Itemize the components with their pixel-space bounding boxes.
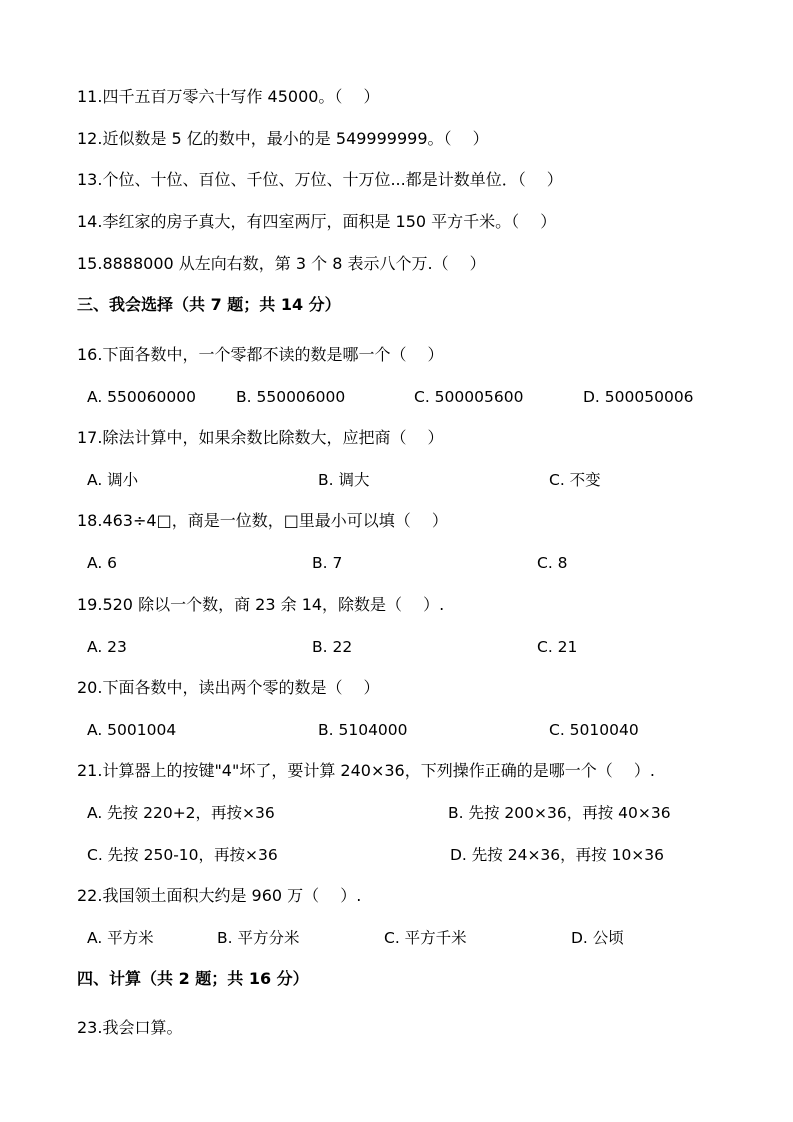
q19-option-b: B. 22 — [312, 638, 353, 656]
q18-option-a: A. 6 — [87, 554, 118, 572]
question-18: 18.463÷4□，商是一位数，□里最小可以填（ ） — [77, 511, 448, 530]
q16-option-b: B. 550006000 — [236, 388, 346, 406]
question-23: 23.我会口算。 — [77, 1018, 183, 1037]
q22-option-d: D. 公顷 — [571, 929, 624, 947]
q21-option-c: C. 先按 250-10，再按×36 — [87, 846, 278, 864]
q22-option-a: A. 平方米 — [87, 929, 154, 947]
q19-option-a: A. 23 — [87, 638, 127, 656]
q21-option-b: B. 先按 200×36，再按 40×36 — [448, 804, 671, 822]
q22-option-b: B. 平方分米 — [217, 929, 300, 947]
question-15: 15.8888000 从左向右数，第 3 个 8 表示八个万.（ ） — [77, 254, 486, 273]
q17-option-b: B. 调大 — [318, 471, 370, 489]
question-11: 11.四千五百万零六十写作 45000。（ ） — [77, 87, 380, 106]
q17-option-a: A. 调小 — [87, 471, 139, 489]
question-14: 14.李红家的房子真大，有四室两厅，面积是 150 平方千米。（ ） — [77, 212, 557, 231]
q21-option-d: D. 先按 24×36，再按 10×36 — [450, 846, 665, 864]
q16-option-d: D. 500050006 — [583, 388, 694, 406]
question-17: 17.除法计算中，如果余数比除数大，应把商（ ） — [77, 428, 444, 447]
question-21: 21.计算器上的按键"4"坏了，要计算 240×36，下列操作正确的是哪一个（ ）. — [77, 761, 655, 780]
question-13: 13.个位、十位、百位、千位、万位、十万位...都是计数单位．（ ） — [77, 170, 563, 189]
q16-option-c: C. 500005600 — [414, 388, 524, 406]
q20-option-c: C. 5010040 — [549, 721, 639, 739]
q18-option-c: C. 8 — [537, 554, 568, 572]
question-16: 16.下面各数中，一个零都不读的数是哪一个（ ） — [77, 345, 444, 364]
question-22: 22.我国领土面积大约是 960 万（ ）. — [77, 886, 362, 905]
q21-option-a: A. 先按 220+2，再按×36 — [87, 804, 275, 822]
q16-option-a: A. 550060000 — [87, 388, 196, 406]
q22-option-c: C. 平方千米 — [384, 929, 467, 947]
question-12: 12.近似数是 5 亿的数中，最小的是 549999999。（ ） — [77, 129, 489, 148]
question-19: 19.520 除以一个数，商 23 余 14，除数是（ ）. — [77, 595, 445, 614]
q18-option-b: B. 7 — [312, 554, 343, 572]
q19-option-c: C. 21 — [537, 638, 578, 656]
q20-option-b: B. 5104000 — [318, 721, 408, 739]
section-3-heading: 三、我会选择（共 7 题；共 14 分） — [77, 295, 341, 314]
question-20: 20.下面各数中，读出两个零的数是（ ） — [77, 678, 380, 697]
q20-option-a: A. 5001004 — [87, 721, 177, 739]
section-4-heading: 四、计算（共 2 题；共 16 分） — [77, 969, 309, 988]
q17-option-c: C. 不变 — [549, 471, 601, 489]
